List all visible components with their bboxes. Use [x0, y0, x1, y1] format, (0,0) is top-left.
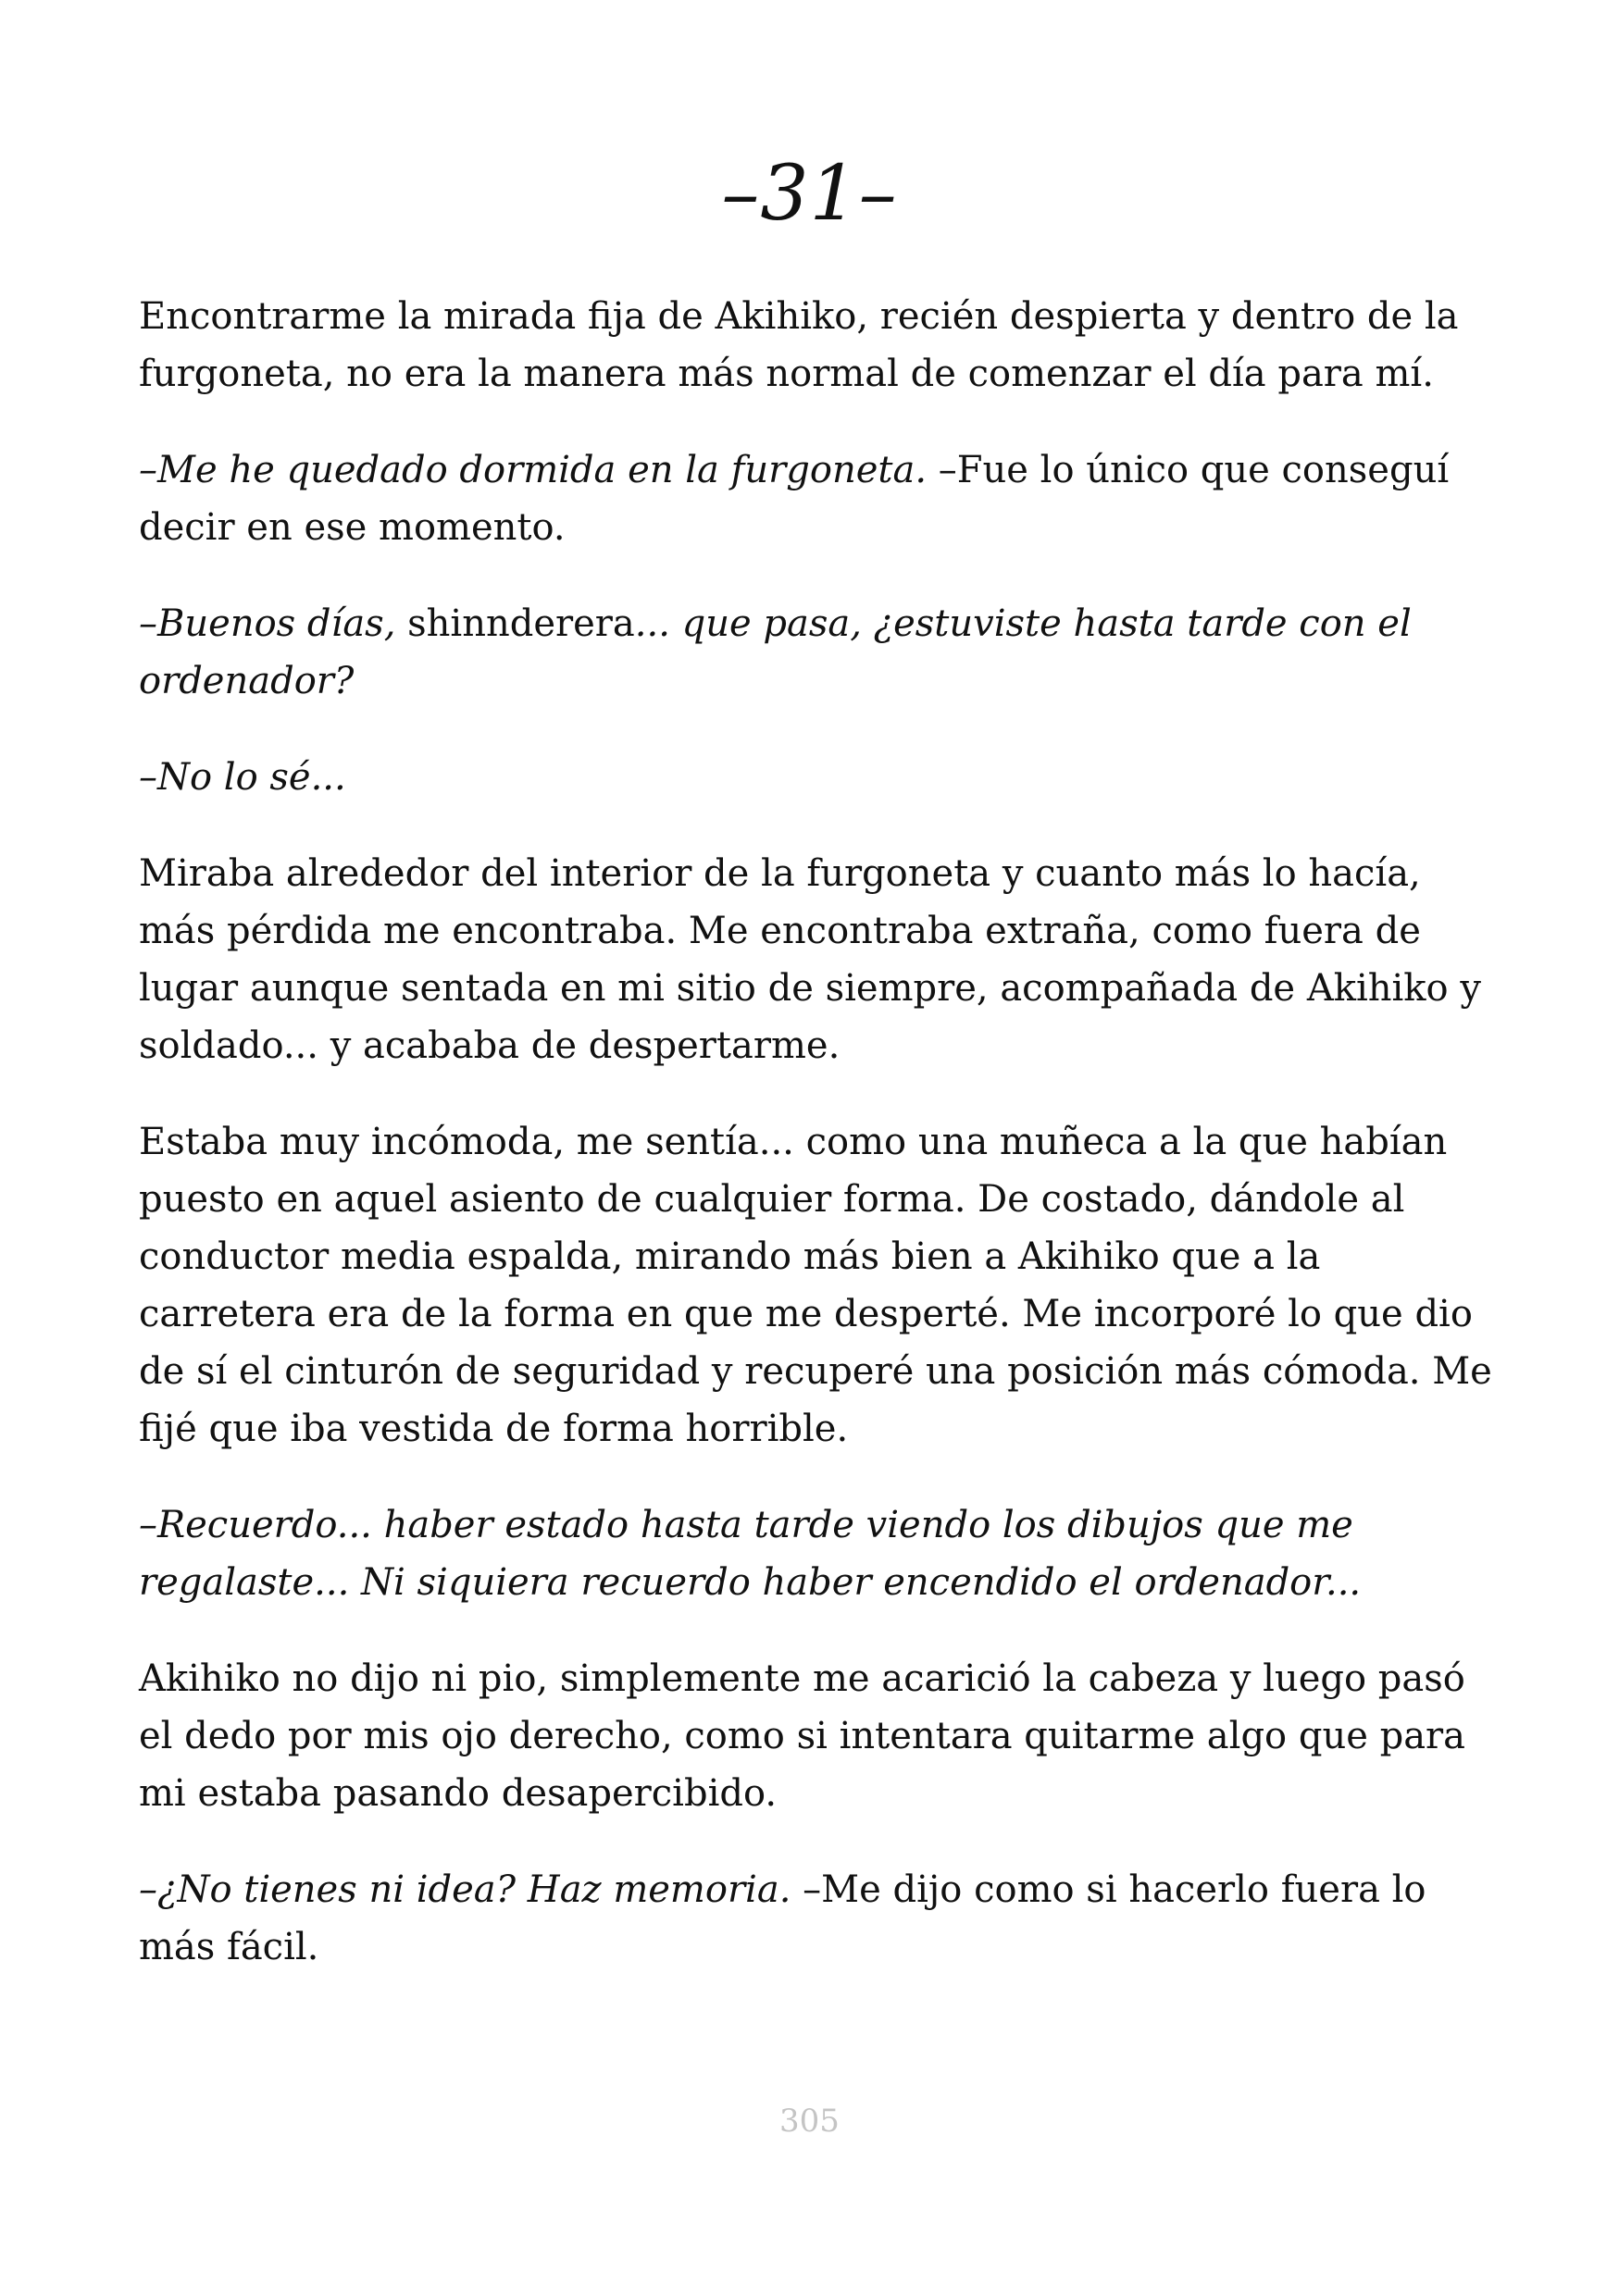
- paragraph: [139, 1650, 1500, 1822]
- chapter-body: [139, 288, 1500, 2015]
- paragraph: [139, 1496, 1500, 1611]
- foreign-word-text: shinnderera: [395, 602, 635, 645]
- dialogue-text: –No lo sé...: [139, 756, 346, 799]
- dialogue-text: –Recuerdo... haber estado hasta tarde viendo los dibujos que me regalaste... Ni siquiera recuerdo haber encendido el ordenador...: [139, 1504, 1362, 1604]
- dialogue-text: ... que pasa, ¿estuviste hasta tarde con el ordenador?: [139, 602, 1412, 702]
- paragraph: [139, 845, 1500, 1074]
- narration-text: –Fue lo único que conseguí decir en ese momento.: [139, 449, 1450, 549]
- narration-text: Estaba muy incómoda, me sentía... como una muñeca a la que habían puesto en aquel asiento de cualquier forma. De costado, dándole al conductor media espalda, mirando más bien a Akihiko que a la carretera era de la forma en que me desperté. Me incorporé lo que dio de sí el cinturón de seguridad y recuperé una posición más cómoda. Me fijé que iba vestida de forma horrible.: [139, 1121, 1492, 1450]
- paragraph: [139, 1861, 1500, 1976]
- chapter-title: –31–: [721, 150, 898, 238]
- paragraph: [139, 441, 1500, 556]
- narration-text: Akihiko no dijo ni pio, simplemente me acarició la cabeza y luego pasó el dedo por mis ojo derecho, como si intentara quitarme algo que para mi estaba pasando desapercibido.: [139, 1657, 1466, 1815]
- paragraph: [139, 595, 1500, 710]
- narration-text: Encontrarme la mirada fija de Akihiko, recién despierta y dentro de la furgoneta, no era la manera más normal de comenzar el día para mí.: [139, 295, 1459, 395]
- paragraph: [139, 749, 1500, 806]
- paragraph: [139, 1113, 1500, 1458]
- dialogue-text: –¿No tienes ni idea? Haz memoria.: [139, 1868, 791, 1911]
- narration-text: Miraba alrededor del interior de la furgoneta y cuanto más lo hacía, más pérdida me encontraba. Me encontraba extraña, como fuera de lugar aunque sentada en mi sitio de siempre, acompañada de Akihiko y soldado... y acababa de despertarme.: [139, 852, 1481, 1067]
- dialogue-text: –Buenos días,: [139, 602, 396, 645]
- dialogue-text: –Me he quedado dormida en la furgoneta.: [139, 449, 928, 491]
- narration-text: –Me dijo como si hacerlo fuera lo más fácil.: [139, 1868, 1426, 1968]
- paragraph: [139, 288, 1500, 403]
- page-number: 305: [779, 2103, 840, 2140]
